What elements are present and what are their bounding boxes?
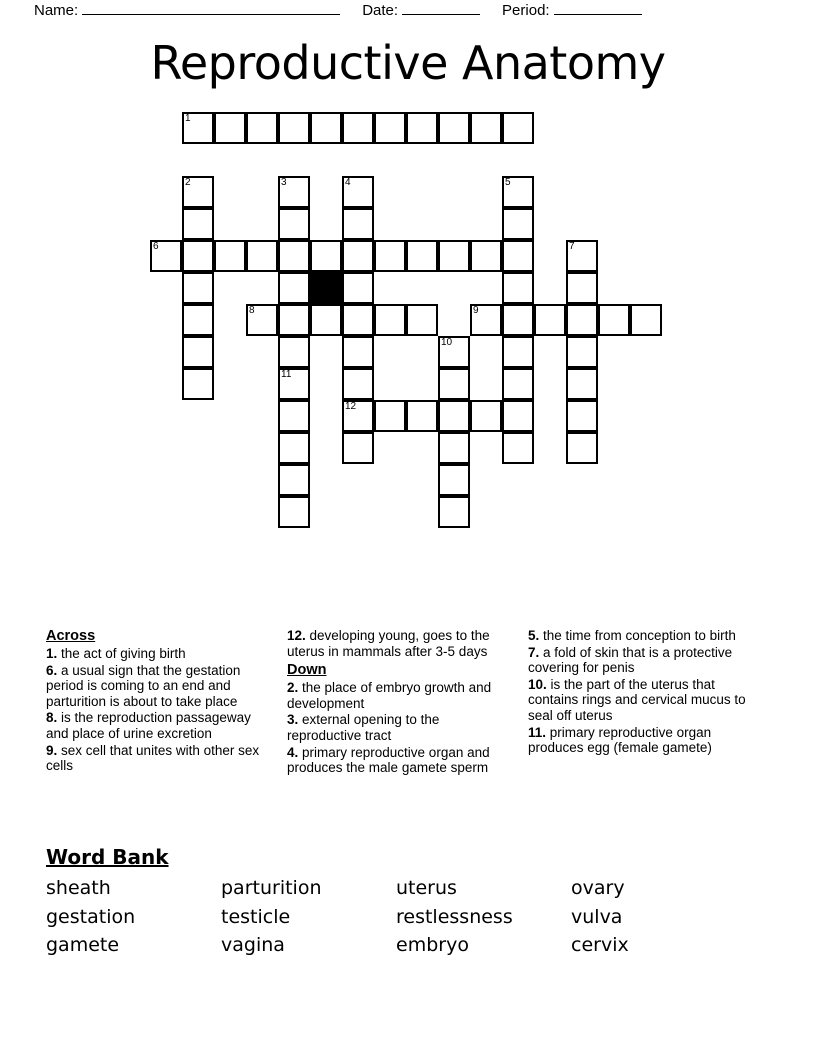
grid-cell[interactable] <box>438 240 470 272</box>
page-title: Reproductive Anatomy <box>150 36 666 90</box>
clue-number: 5. <box>528 628 540 643</box>
clue-number: 10. <box>528 676 547 692</box>
grid-cell[interactable] <box>246 240 278 272</box>
grid-block-cell <box>310 272 342 304</box>
grid-cell[interactable] <box>278 464 310 496</box>
grid-cell[interactable] <box>278 336 310 368</box>
clue-across-6: 6. a usual sign that the gestation period is coming to an end and parturition is about to take place <box>46 662 241 709</box>
grid-cell[interactable] <box>566 432 598 464</box>
grid-cell[interactable] <box>246 304 278 336</box>
clue-down-10: 10. is the part of the uterus that contains rings and cervical mucus to seal off uterus <box>528 676 746 723</box>
grid-cell[interactable] <box>534 304 566 336</box>
grid-cell[interactable] <box>182 272 214 304</box>
grid-cell[interactable] <box>182 112 214 144</box>
grid-cell[interactable] <box>278 400 310 432</box>
word-bank-word: vulva <box>571 905 623 928</box>
grid-cell-number: 8 <box>249 305 255 316</box>
grid-cell[interactable] <box>406 112 438 144</box>
grid-cell[interactable] <box>598 304 630 336</box>
date-label: Date: <box>362 2 399 19</box>
grid-cell[interactable] <box>502 368 534 400</box>
grid-cell[interactable] <box>310 304 342 336</box>
grid-cell[interactable] <box>278 176 310 208</box>
grid-cell[interactable] <box>342 400 374 432</box>
grid-cell[interactable] <box>342 112 374 144</box>
clues-column-1 <box>46 628 287 777</box>
word-bank-row <box>46 874 746 903</box>
grid-cell[interactable] <box>342 176 374 208</box>
grid-cell-number: 4 <box>345 177 351 188</box>
grid-cell[interactable] <box>150 240 182 272</box>
word-bank-word: cervix <box>571 934 629 956</box>
clues-column-3 <box>528 628 770 777</box>
grid-cell[interactable] <box>470 304 502 336</box>
grid-cell-number: 3 <box>281 177 287 188</box>
clue-number: 7. <box>528 644 540 660</box>
grid-cell-number: 6 <box>153 241 159 252</box>
word-bank-list <box>46 874 746 960</box>
word-bank-word: testicle <box>221 905 291 928</box>
grid-cell[interactable] <box>502 176 534 208</box>
grid-cell[interactable] <box>438 400 470 432</box>
grid-cell-number: 9 <box>473 305 479 316</box>
grid-cell[interactable] <box>278 368 310 400</box>
clues-column-2 <box>287 628 528 777</box>
clue-number: 4. <box>287 744 299 760</box>
clue-number: 8. <box>46 710 58 726</box>
grid-cell[interactable] <box>502 304 534 336</box>
grid-cell[interactable] <box>502 208 534 240</box>
clue-down-2: 2. the place of embryo growth and development <box>287 680 492 711</box>
grid-cell-number: 7 <box>569 241 575 252</box>
grid-cell-number: 10 <box>441 337 453 348</box>
grid-cell[interactable] <box>438 464 470 496</box>
grid-cell[interactable] <box>470 400 502 432</box>
clue-number: 6. <box>46 662 58 678</box>
name-label: Name: <box>34 2 79 19</box>
grid-cell[interactable] <box>470 112 502 144</box>
grid-cell[interactable] <box>214 240 246 272</box>
grid-cell[interactable] <box>566 272 598 304</box>
down-heading: Down <box>287 662 327 679</box>
clue-number: 2. <box>287 680 299 696</box>
grid-cell-number: 11 <box>281 369 292 380</box>
word-bank-word: ovary <box>571 877 625 899</box>
clue-across-8: 8. is the reproduction passageway and place of urine excretion <box>46 710 251 741</box>
word-bank-heading: Word Bank <box>46 845 169 869</box>
grid-cell[interactable] <box>278 112 310 144</box>
word-bank-row <box>46 931 746 960</box>
grid-cell[interactable] <box>470 240 502 272</box>
word-bank-word: sheath <box>46 877 111 899</box>
grid-cell[interactable] <box>406 400 438 432</box>
grid-cell[interactable] <box>342 432 374 464</box>
word-bank-word: gestation <box>46 905 136 928</box>
grid-cell[interactable] <box>502 336 534 368</box>
grid-cell[interactable] <box>342 272 374 304</box>
grid-cell[interactable] <box>630 304 662 336</box>
name-blank-line[interactable] <box>82 3 340 15</box>
grid-cell[interactable] <box>374 304 406 336</box>
word-bank-word: gamete <box>46 934 120 956</box>
clue-across-12: 12. developing young, goes to the uterus in mammals after 3-5 days <box>287 628 490 659</box>
grid-cell[interactable] <box>566 304 598 336</box>
grid-cell[interactable] <box>502 400 534 432</box>
grid-cell[interactable] <box>182 208 214 240</box>
grid-cell[interactable] <box>342 208 374 240</box>
grid-cell[interactable] <box>438 496 470 528</box>
grid-cell[interactable] <box>566 368 598 400</box>
clue-down-11: 11. primary reproductive organ produces egg (female gamete) <box>528 724 712 756</box>
grid-cell[interactable] <box>182 368 214 400</box>
grid-cell[interactable] <box>566 240 598 272</box>
word-bank-word: parturition <box>221 877 322 899</box>
clue-down-7: 7. a fold of skin that is a protective covering for penis <box>528 644 733 676</box>
crossword-grid[interactable] <box>150 112 690 542</box>
grid-cell[interactable] <box>566 400 598 432</box>
grid-cell[interactable] <box>182 176 214 208</box>
grid-cell-number: 2 <box>185 177 191 188</box>
grid-cell[interactable] <box>246 112 278 144</box>
grid-cell[interactable] <box>566 336 598 368</box>
grid-cell[interactable] <box>278 240 310 272</box>
clue-across-9: 9. sex cell that unites with other sex cells <box>46 742 260 774</box>
period-label: Period: <box>502 2 550 19</box>
grid-cell[interactable] <box>278 208 310 240</box>
clue-number: 9. <box>46 742 58 758</box>
grid-cell[interactable] <box>438 432 470 464</box>
clue-down-4: 4. primary reproductive organ and produces the male gamete sperm <box>287 744 490 776</box>
grid-cell[interactable] <box>374 240 406 272</box>
grid-cell[interactable] <box>342 304 374 336</box>
grid-cell[interactable] <box>342 336 374 368</box>
grid-cell[interactable] <box>182 304 214 336</box>
grid-cell[interactable] <box>374 400 406 432</box>
clue-down-3: 3. external opening to the reproductive tract <box>287 712 440 743</box>
date-blank-line[interactable] <box>402 3 480 15</box>
grid-cell[interactable] <box>342 368 374 400</box>
clues-section <box>46 628 770 777</box>
grid-cell[interactable] <box>502 112 534 144</box>
grid-cell[interactable] <box>406 304 438 336</box>
grid-cell[interactable] <box>502 432 534 464</box>
grid-cell[interactable] <box>374 112 406 144</box>
clue-number: 1. <box>46 646 58 661</box>
word-bank-word: embryo <box>396 934 469 956</box>
grid-cell-number: 1 <box>185 113 191 124</box>
grid-cell[interactable] <box>406 240 438 272</box>
clue-number: 12. <box>287 628 306 643</box>
student-info-header <box>34 2 782 19</box>
grid-cell[interactable] <box>310 112 342 144</box>
grid-cell[interactable] <box>182 240 214 272</box>
period-blank-line[interactable] <box>554 3 642 15</box>
word-bank-row <box>46 903 746 932</box>
grid-cell[interactable] <box>214 112 246 144</box>
word-bank-word: restlessness <box>396 905 513 928</box>
grid-cell-number: 12 <box>345 401 357 412</box>
across-heading: Across <box>46 628 96 644</box>
grid-cell[interactable] <box>438 112 470 144</box>
grid-cell[interactable] <box>278 272 310 304</box>
grid-cell[interactable] <box>278 304 310 336</box>
grid-cell-number: 5 <box>505 177 511 188</box>
grid-cell[interactable] <box>502 240 534 272</box>
clue-number: 11. <box>528 724 547 740</box>
grid-cell[interactable] <box>278 496 310 528</box>
clue-across-1: 1. the act of giving birth <box>46 646 186 661</box>
clue-number: 3. <box>287 712 299 728</box>
grid-cell[interactable] <box>342 240 374 272</box>
grid-cell[interactable] <box>502 272 534 304</box>
grid-cell[interactable] <box>278 432 310 464</box>
word-bank-word: vagina <box>221 934 285 956</box>
grid-cell[interactable] <box>438 336 470 368</box>
grid-cell[interactable] <box>182 336 214 368</box>
word-bank-word: uterus <box>396 877 457 899</box>
grid-cell[interactable] <box>310 240 342 272</box>
clue-down-5: 5. the time from conception to birth <box>528 628 736 643</box>
grid-cell[interactable] <box>438 368 470 400</box>
